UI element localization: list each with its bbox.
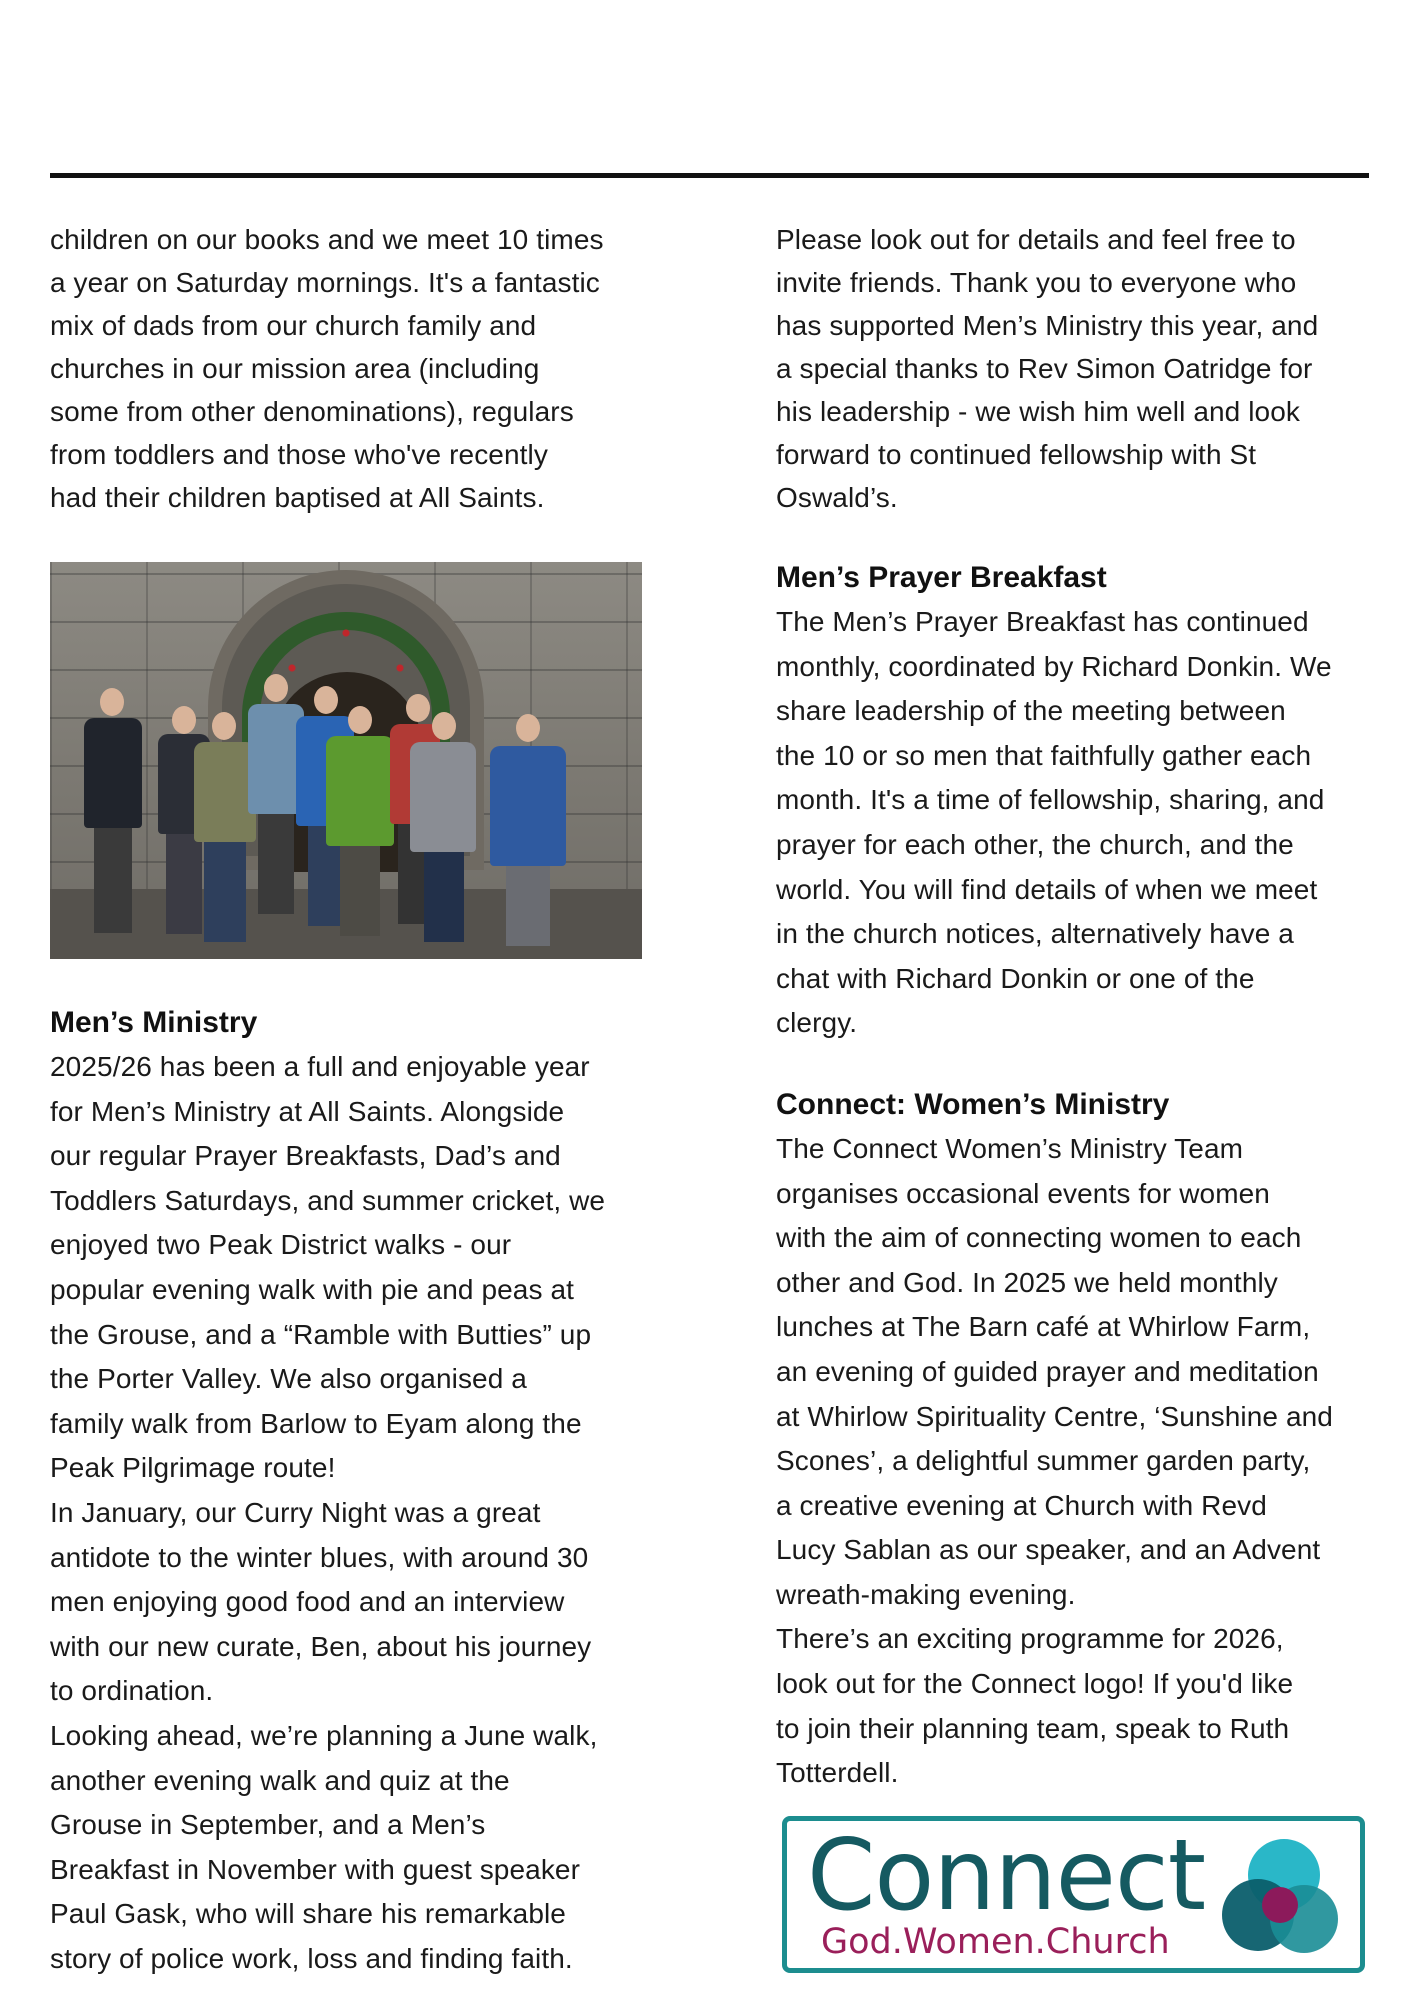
connect-logo-tagline: God.Women.Church xyxy=(821,1921,1170,1962)
connect-logo xyxy=(782,1816,1365,1973)
prayer-breakfast-paragraph: The Men’s Prayer Breakfast has continued monthly, coordinated by Richard Donkin. We share leadership of the meeting between the 10 or so men that faithfully gather each month. It's a time of fellowship, sharing, and prayer for each other, the church, and the world. You will find details of when we meet in the church notices, alternatively have a chat with Richard Donkin or one of the clergy. xyxy=(776,606,1332,1039)
connect-paragraph: The Connect Women’s Ministry Team organises occasional events for women with the aim of connecting women to each other and God. In 2025 we held monthly lunches at The Barn café at Whirlow Farm, an evening of guided prayer and meditation at Whirlow Spirituality Centre, ‘Sunshine and Scones’, a delightful summer garden party, a creative evening at Church with Revd Lucy Sablan as our speaker, and an Advent wreath-making evening. There’s an exciting programme for 2026, look out for the Connect logo! If you'd like to join their planning team, speak to Ruth Totterdell. xyxy=(776,1132,1333,1789)
connect-heading: Connect: Women’s Ministry xyxy=(776,1087,1170,1121)
thanks-paragraph: Please look out for details and feel free to invite friends. Thank you to everyone who has supported Men’s Ministry this year, and a special thanks to Rev Simon Oatridge for his leadership - we wish him well and look forward to continued fellowship with St Oswald’s. xyxy=(776,224,1319,513)
group-photo xyxy=(50,562,642,959)
header-rule xyxy=(50,173,1369,178)
intro-paragraph: children on our books and we meet 10 times a year on Saturday mornings. It's a fantastic mix of dads from our church family and churches in our mission area (including some from other denominations), regulars from toddlers and those who've recently had their children baptised at All Saints. xyxy=(50,224,604,513)
mens-ministry-paragraph: 2025/26 has been a full and enjoyable year for Men’s Ministry at All Saints. Alongside our regular Prayer Breakfasts, Dad’s and Toddlers Saturdays, and summer cricket, we enjoyed two Peak District walks - our popular evening walk with pie and peas at the Grouse, and a “Ramble with Butties” up the Porter Valley. We also organised a family walk from Barlow to Eyam along the Peak Pilgrimage route! In January, our Curry Night was a great antidote to the winter blues, with around 30 men enjoying good food and an interview with our new curate, Ben, about his journey to ordination. Looking ahead, we’re planning a June walk, another evening walk and quiz at the Grouse in September, and a Men’s Breakfast in November with guest speaker Paul Gask, who will share his remarkable story of police work, loss and finding faith. xyxy=(50,1051,606,1974)
mens-ministry-heading: Men’s Ministry xyxy=(50,1006,258,1039)
connect-circles-icon xyxy=(1212,1833,1342,1963)
right-column xyxy=(776,218,1371,1973)
connect-logo-word: Connect xyxy=(807,1818,1206,1933)
prayer-breakfast-heading: Men’s Prayer Breakfast xyxy=(776,561,1107,594)
left-column xyxy=(50,218,645,1981)
